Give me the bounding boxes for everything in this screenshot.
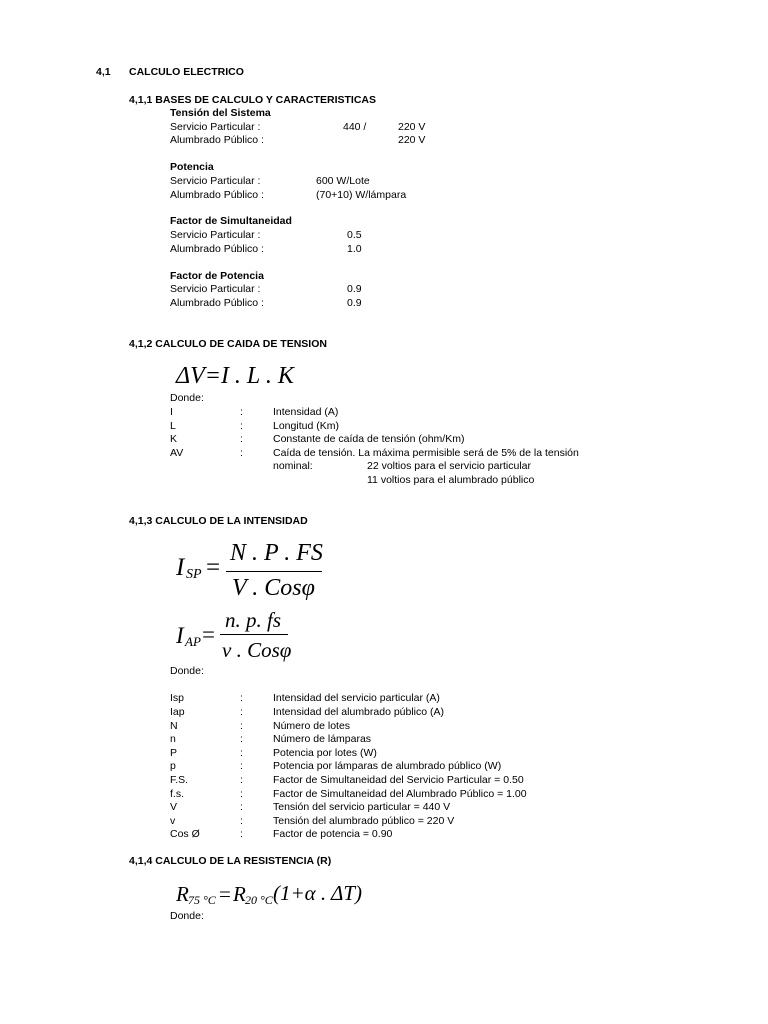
tension-sp-label: Servicio Particular :: [170, 121, 261, 133]
section-title-4-1-1: 4,1,1 BASES DE CALCULO Y CARACTERISTICAS: [129, 94, 376, 106]
donde-label-1: Donde:: [170, 392, 204, 404]
formula-equals: =: [219, 882, 231, 906]
var-separator: :: [240, 801, 243, 813]
potencia-sp-value: 600 W/Lote: [316, 175, 370, 187]
var-symbol: n: [170, 733, 176, 745]
var-description: Constante de caída de tensión (ohm/Km): [273, 433, 465, 445]
var-description: Potencia por lotes (W): [273, 747, 377, 759]
var-symbol: p: [170, 760, 176, 772]
formula-subscript: AP: [185, 634, 201, 649]
factor-potencia-title: Factor de Potencia: [170, 270, 264, 282]
var-description: Número de lámparas: [273, 733, 372, 745]
var-description: Factor de potencia = 0.90: [273, 828, 393, 840]
var-description: Número de lotes: [273, 720, 351, 732]
var-description: Tensión del servicio particular = 440 V: [273, 801, 451, 813]
nominal-particular: 22 voltios para el servicio particular: [367, 460, 531, 472]
var-separator: :: [240, 815, 243, 827]
donde-label-2: Donde:: [170, 665, 204, 677]
formula-denominator: v . Cosφ: [222, 638, 292, 662]
var-symbol: v: [170, 815, 176, 827]
potencia-ap-value: (70+10) W/lámpara: [316, 189, 407, 201]
var-separator: :: [240, 433, 243, 445]
factor-potencia-ap-value: 0.9: [347, 297, 362, 309]
potencia-ap-label: Alumbrado Público :: [170, 189, 264, 201]
simultaneidad-sp-label: Servicio Particular :: [170, 229, 261, 241]
var-description: Tensión del alumbrado público = 220 V: [273, 815, 455, 827]
var-symbol: N: [170, 720, 178, 732]
simultaneidad-ap-label: Alumbrado Público :: [170, 243, 264, 255]
resistance-r20-subscript: 20 °C: [245, 893, 273, 907]
fraction-bar: [220, 634, 288, 635]
simultaneidad-ap-value: 1.0: [347, 243, 362, 255]
var-description: Longitud (Km): [273, 420, 339, 432]
tension-ap-label: Alumbrado Público :: [170, 134, 264, 146]
factor-potencia-sp-value: 0.9: [347, 283, 362, 295]
factor-potencia-ap-label: Alumbrado Público :: [170, 297, 264, 309]
formula-lhs: I: [176, 554, 185, 581]
potencia-title: Potencia: [170, 161, 214, 173]
section-title-4-1-3: 4,1,3 CALCULO DE LA INTENSIDAD: [129, 515, 308, 527]
var-symbol: P: [170, 747, 178, 759]
var-symbol: Cos Ø: [170, 828, 200, 840]
var-symbol: L: [170, 420, 176, 432]
nominal-label: nominal:: [273, 460, 313, 472]
formula-denominator: V . Cosφ: [232, 575, 315, 601]
var-separator: :: [240, 774, 243, 786]
fraction-bar: [226, 571, 322, 572]
var-separator: :: [240, 406, 243, 418]
var-description: Intensidad (A): [273, 406, 339, 418]
formula-equals: =: [206, 554, 221, 581]
formula-lhs: I: [176, 623, 184, 648]
donde-label-3: Donde:: [170, 910, 204, 922]
var-description: Intensidad del servicio particular (A): [273, 692, 440, 704]
formula-subscript: SP: [186, 567, 202, 582]
var-separator: :: [240, 760, 243, 772]
var-separator: :: [240, 828, 243, 840]
voltage-drop-formula: ΔV=I . L . K: [176, 363, 294, 389]
formula-numerator: n. p. fs: [225, 608, 282, 632]
var-symbol: Iap: [170, 706, 185, 718]
tension-sp-value-2: 220 V: [398, 121, 426, 133]
var-separator: :: [240, 720, 243, 732]
resistance-rhs: (1+α . ΔT): [273, 881, 363, 905]
var-separator: :: [240, 733, 243, 745]
var-separator: :: [240, 692, 243, 704]
section-title-4-1: CALCULO ELECTRICO: [129, 66, 244, 78]
var-separator: :: [240, 706, 243, 718]
factor-potencia-sp-label: Servicio Particular :: [170, 283, 261, 295]
var-description: Factor de Simultaneidad del Alumbrado Público = 1.00: [273, 788, 527, 800]
potencia-sp-label: Servicio Particular :: [170, 175, 261, 187]
simultaneidad-title: Factor de Simultaneidad: [170, 215, 292, 227]
var-symbol: F.S.: [170, 774, 189, 786]
tension-sp-value-1: 440 /: [343, 121, 367, 133]
simultaneidad-sp-value: 0.5: [347, 229, 362, 241]
var-symbol: AV: [170, 447, 184, 459]
tension-ap-value: 220 V: [398, 134, 426, 146]
resistance-r75-subscript: 75 °C: [188, 893, 216, 907]
var-symbol: K: [170, 433, 178, 445]
formula-equals: =: [202, 622, 215, 647]
var-description: Potencia por lámparas de alumbrado público (W): [273, 760, 502, 772]
var-description: Factor de Simultaneidad del Servicio Particular = 0.50: [273, 774, 524, 786]
var-separator: :: [240, 447, 243, 459]
var-symbol: f.s.: [170, 788, 185, 800]
formula-numerator: N . P . FS: [230, 540, 323, 566]
resistance-r75: R: [176, 882, 189, 906]
var-symbol: V: [170, 801, 178, 813]
var-description: Caída de tensión. La máxima permisible será de 5% de la tensión: [273, 447, 579, 459]
var-symbol: Isp: [170, 692, 185, 704]
var-separator: :: [240, 788, 243, 800]
var-separator: :: [240, 420, 243, 432]
tension-title: Tensión del Sistema: [170, 107, 271, 119]
var-separator: :: [240, 747, 243, 759]
section-title-4-1-4: 4,1,4 CALCULO DE LA RESISTENCIA (R): [129, 855, 332, 867]
var-symbol: I: [170, 406, 173, 418]
section-title-4-1-2: 4,1,2 CALCULO DE CAIDA DE TENSION: [129, 338, 327, 350]
var-description: Intensidad del alumbrado público (A): [273, 706, 445, 718]
nominal-alumbrado: 11 voltios para el alumbrado público: [367, 474, 535, 486]
resistance-r20: R: [233, 882, 246, 906]
section-number-4-1: 4,1: [96, 66, 111, 78]
